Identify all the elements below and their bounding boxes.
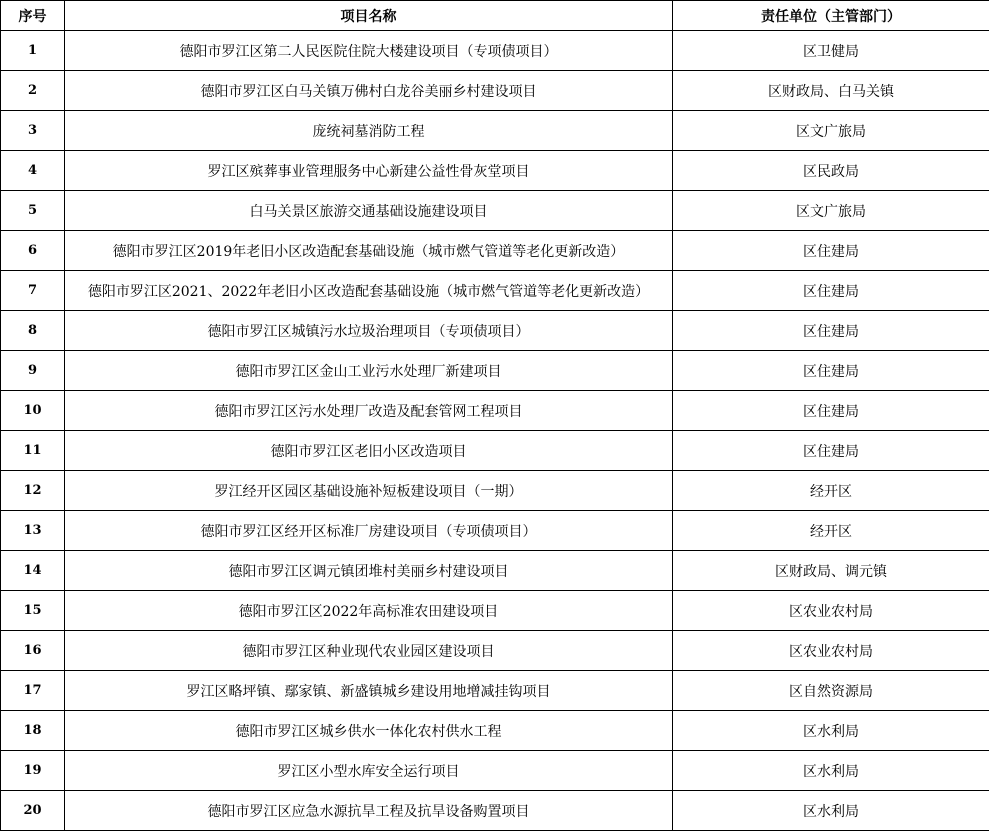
header-project-name: 项目名称 [65,1,673,31]
row-responsible-unit: 区文广旅局 [673,111,989,151]
row-index: 15 [1,591,65,631]
row-responsible-unit: 区住建局 [673,431,989,471]
table-row [1,191,989,231]
row-responsible-unit: 区民政局 [673,151,989,191]
table-body [1,31,989,831]
row-project-name: 德阳市罗江区调元镇团堆村美丽乡村建设项目 [65,551,673,591]
row-responsible-unit: 区水利局 [673,711,989,751]
table-row [1,31,989,71]
row-responsible-unit: 区农业农村局 [673,631,989,671]
row-responsible-unit: 经开区 [673,471,989,511]
row-responsible-unit: 区住建局 [673,391,989,431]
table-row [1,791,989,831]
table-row [1,431,989,471]
row-index: 6 [1,231,65,271]
row-responsible-unit: 区财政局、白马关镇 [673,71,989,111]
row-project-name: 德阳市罗江区应急水源抗旱工程及抗旱设备购置项目 [65,791,673,831]
row-project-name: 德阳市罗江区种业现代农业园区建设项目 [65,631,673,671]
table-row [1,311,989,351]
row-responsible-unit: 区农业农村局 [673,591,989,631]
row-index: 3 [1,111,65,151]
row-responsible-unit: 区财政局、调元镇 [673,551,989,591]
row-index: 7 [1,271,65,311]
row-project-name: 罗江区殡葬事业管理服务中心新建公益性骨灰堂项目 [65,151,673,191]
row-index: 8 [1,311,65,351]
row-project-name: 罗江区小型水库安全运行项目 [65,751,673,791]
row-responsible-unit: 区住建局 [673,231,989,271]
table-row [1,511,989,551]
header-index: 序号 [1,1,65,31]
row-project-name: 德阳市罗江区老旧小区改造项目 [65,431,673,471]
row-index: 12 [1,471,65,511]
row-responsible-unit: 区住建局 [673,351,989,391]
header-row [1,1,989,31]
row-project-name: 德阳市罗江区城乡供水一体化农村供水工程 [65,711,673,751]
row-index: 1 [1,31,65,71]
table-row [1,391,989,431]
row-index: 18 [1,711,65,751]
row-project-name: 庞统祠墓消防工程 [65,111,673,151]
row-project-name: 德阳市罗江区城镇污水垃圾治理项目（专项债项目） [65,311,673,351]
row-index: 20 [1,791,65,831]
row-index: 10 [1,391,65,431]
row-project-name: 罗江区略坪镇、鄢家镇、新盛镇城乡建设用地增减挂钩项目 [65,671,673,711]
row-index: 14 [1,551,65,591]
row-index: 9 [1,351,65,391]
row-responsible-unit: 区卫健局 [673,31,989,71]
table-row [1,111,989,151]
row-project-name: 德阳市罗江区第二人民医院住院大楼建设项目（专项债项目） [65,31,673,71]
row-project-name: 德阳市罗江区经开区标准厂房建设项目（专项债项目） [65,511,673,551]
row-project-name: 白马关景区旅游交通基础设施建设项目 [65,191,673,231]
table-header [1,1,989,31]
table-row [1,591,989,631]
row-responsible-unit: 区水利局 [673,751,989,791]
table-row [1,351,989,391]
table-row [1,671,989,711]
row-index: 2 [1,71,65,111]
row-project-name: 德阳市罗江区2019年老旧小区改造配套基础设施（城市燃气管道等老化更新改造） [65,231,673,271]
table-row [1,231,989,271]
table-row [1,551,989,591]
row-project-name: 罗江经开区园区基础设施补短板建设项目（一期） [65,471,673,511]
row-responsible-unit: 区水利局 [673,791,989,831]
table-row [1,711,989,751]
table-row [1,471,989,511]
row-project-name: 德阳市罗江区金山工业污水处理厂新建项目 [65,351,673,391]
row-responsible-unit: 区住建局 [673,271,989,311]
row-index: 16 [1,631,65,671]
row-index: 5 [1,191,65,231]
row-index: 17 [1,671,65,711]
row-index: 13 [1,511,65,551]
row-project-name: 德阳市罗江区2021、2022年老旧小区改造配套基础设施（城市燃气管道等老化更新改造） [65,271,673,311]
row-project-name: 德阳市罗江区污水处理厂改造及配套管网工程项目 [65,391,673,431]
row-index: 11 [1,431,65,471]
table-row [1,71,989,111]
table-row [1,631,989,671]
table-row [1,151,989,191]
row-responsible-unit: 区文广旅局 [673,191,989,231]
row-index: 4 [1,151,65,191]
row-responsible-unit: 经开区 [673,511,989,551]
table-row [1,271,989,311]
row-index: 19 [1,751,65,791]
row-project-name: 德阳市罗江区白马关镇万佛村白龙谷美丽乡村建设项目 [65,71,673,111]
header-responsible-unit: 责任单位（主管部门） [673,1,989,31]
table-row [1,751,989,791]
row-responsible-unit: 区自然资源局 [673,671,989,711]
row-responsible-unit: 区住建局 [673,311,989,351]
row-project-name: 德阳市罗江区2022年高标准农田建设项目 [65,591,673,631]
